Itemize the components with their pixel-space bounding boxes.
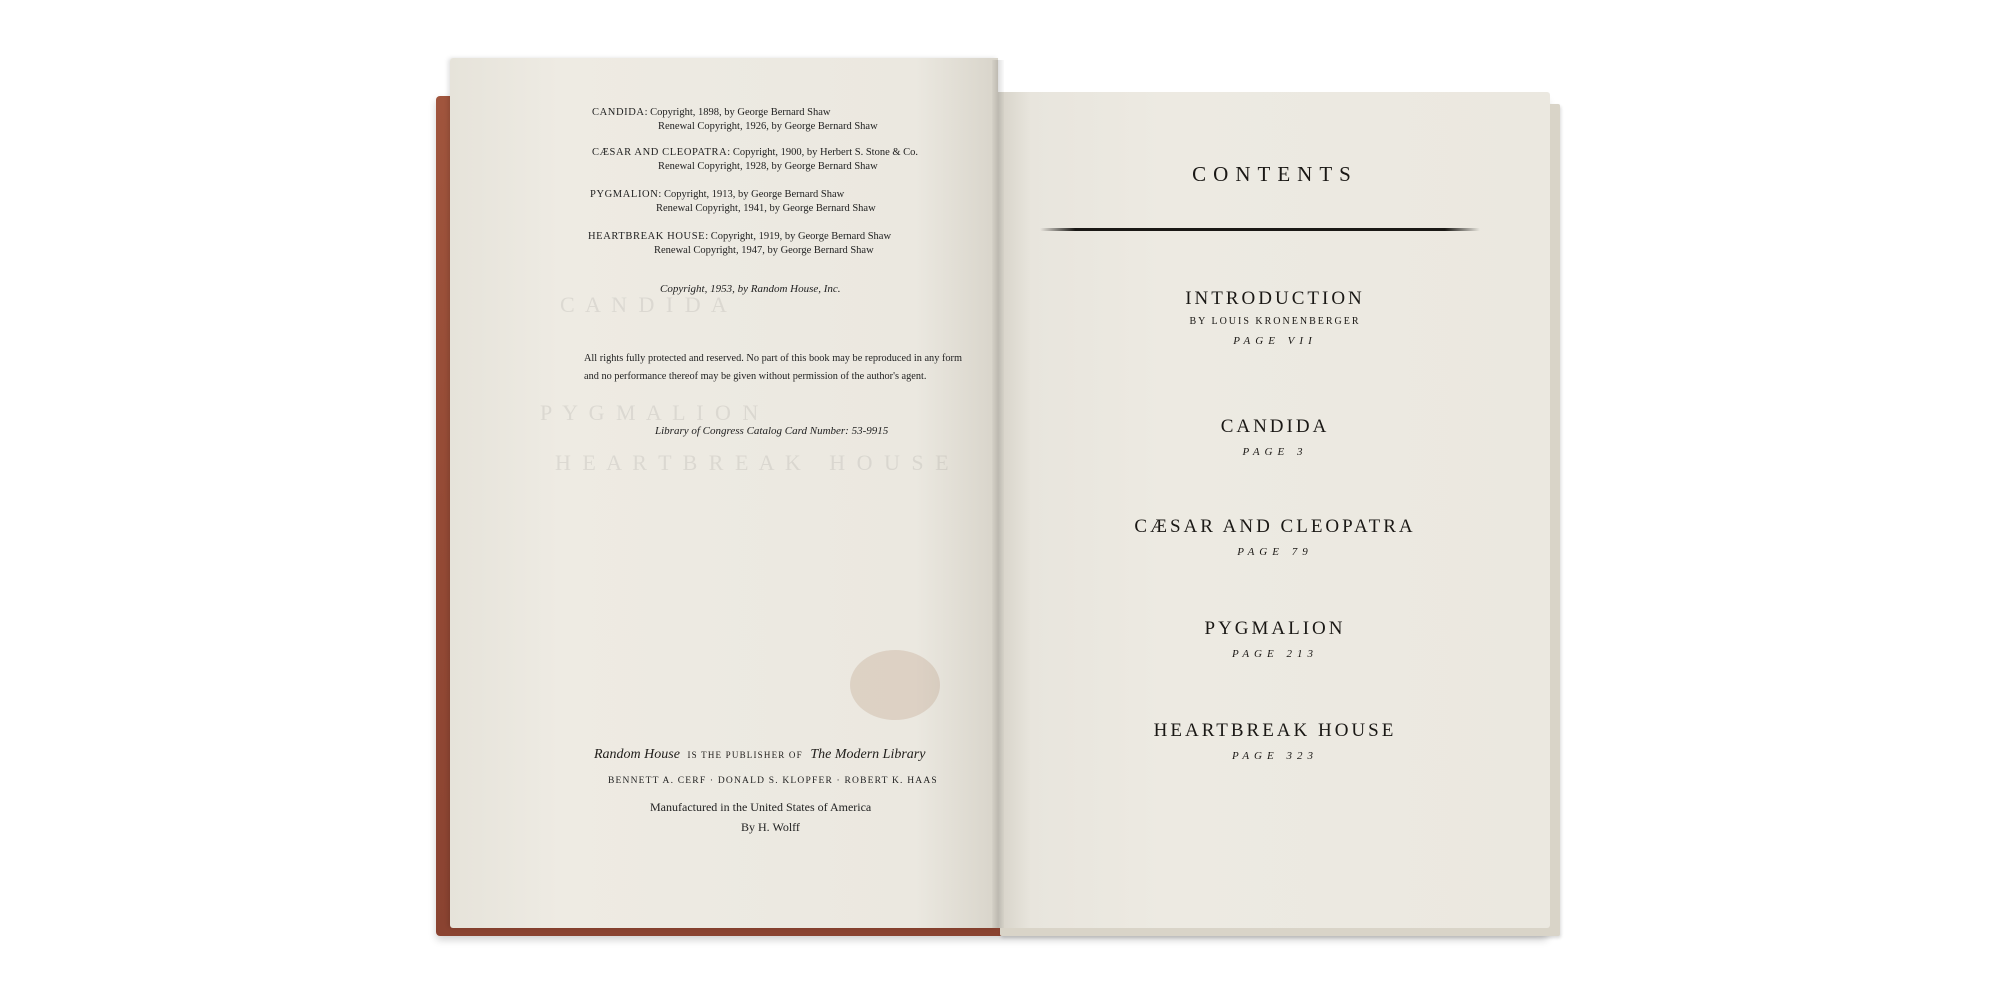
toc-page: PAGE 79 [1237,546,1313,558]
rights-notice: All rights fully protected and reserved. No part of this book may be reproduced in any form and no performance thereof may be given without permission of the author's agent. [584,353,962,382]
toc-entry [1000,618,1550,660]
publisher-partners: BENNETT A. CERF · DONALD S. KLOPFER · ROBERT K. HAAS [608,776,938,786]
toc-title: HEARTBREAK HOUSE [1153,720,1397,741]
show-through-text: P Y G M A L I O N [540,400,762,425]
toc-title: INTRODUCTION [1185,288,1365,309]
show-through-text: H E A R T B R E A K H O U S E [555,450,952,475]
toc-title: CÆSAR AND CLEOPATRA [1134,516,1416,537]
renewal-line: Renewal Copyright, 1947, by George Bernard Shaw [654,245,874,256]
toc-page: PAGE 323 [1232,750,1318,762]
toc-entry [1000,416,1550,458]
play-title: HEARTBREAK HOUSE [588,231,706,242]
toc-page: PAGE 3 [1242,446,1308,458]
show-through-text: C A N D I D A [560,292,730,317]
play-title: CANDIDA [592,107,645,118]
play-title: PYGMALION [590,189,659,200]
copyright-line: : Copyright, 1913, by George Bernard Shaw [658,189,845,200]
toc-page: PAGE VII [1233,335,1317,347]
renewal-line: Renewal Copyright, 1926, by George Bernard Shaw [658,121,878,132]
toc-title: PYGMALION [1204,618,1346,639]
manufactured-line: Manufactured in the United States of America [650,800,872,814]
toc-entry [1000,516,1550,558]
publisher-imprint: The Modern Library [810,747,926,762]
copyright-entry [592,106,878,134]
contents-rule [1040,228,1480,231]
renewal-line: Renewal Copyright, 1941, by George Bernard Shaw [656,203,876,214]
copyright-entry [590,188,876,216]
toc-entry [1000,288,1550,347]
copyright-entry [592,146,918,174]
copyright-line: : Copyright, 1919, by George Bernard Shaw [705,231,892,242]
page-stain [850,650,940,720]
printer-line: By H. Wolff [741,820,800,834]
random-house-copyright: Copyright, 1953, by Random House, Inc. [660,283,841,295]
toc-title: CANDIDA [1220,416,1330,437]
contents-page [998,92,1550,928]
copyright-entry [588,230,891,258]
toc-author: BY LOUIS KRONENBERGER [1189,316,1361,327]
lccn-line: Library of Congress Catalog Card Number: 53-9915 [655,425,889,437]
copyright-line: : Copyright, 1900, by Herbert S. Stone & Co. [727,147,919,158]
book-gutter [992,60,1004,928]
publisher-line [594,747,925,763]
toc-page: PAGE 213 [1232,648,1318,660]
publisher-connector: IS THE PUBLISHER OF [687,750,803,760]
copyright-line: : Copyright, 1898, by George Bernard Shaw [644,107,831,118]
contents-heading: CONTENTS [1192,162,1358,186]
toc-entry [1000,720,1550,762]
publisher-name: Random House [594,747,680,762]
play-title: CÆSAR AND CLEOPATRA [592,147,728,158]
renewal-line: Renewal Copyright, 1928, by George Bernard Shaw [658,161,878,172]
